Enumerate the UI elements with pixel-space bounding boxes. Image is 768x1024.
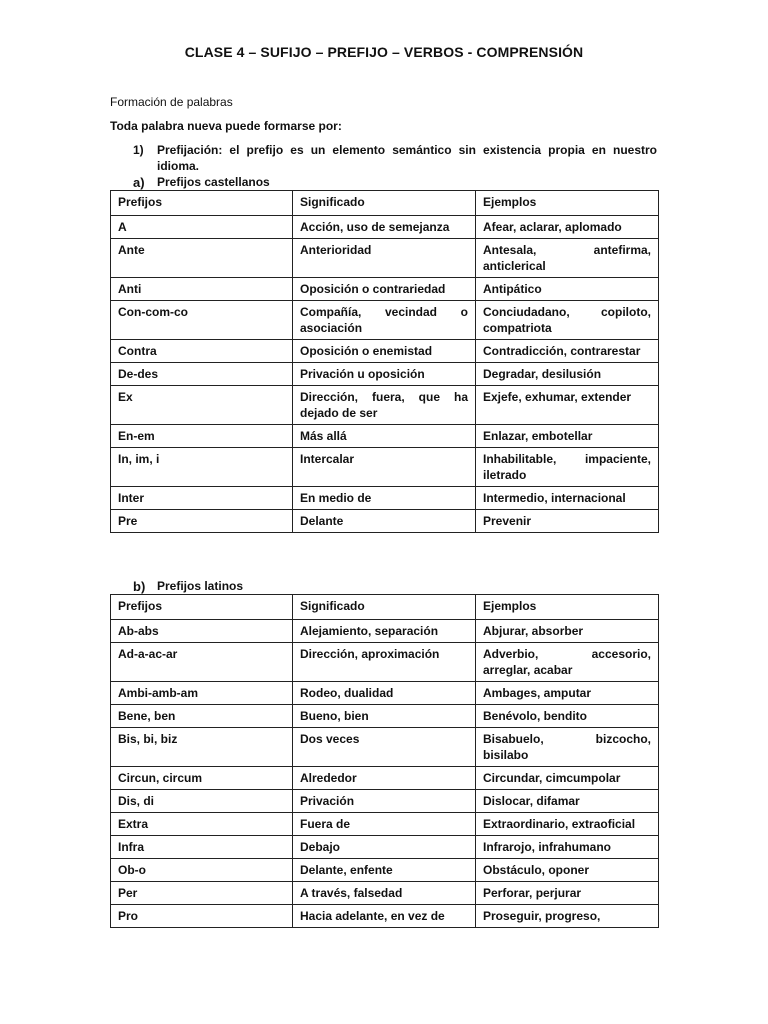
prefijo-cell: Anti xyxy=(111,278,293,301)
ejemplos-cell: Bisabuelo, bizcocho, bisilabo xyxy=(476,728,659,767)
ejemplos-cell: Antesala, antefirma, anticlerical xyxy=(476,239,659,278)
significado-cell: Más allá xyxy=(293,425,476,448)
prefijos-latinos-table xyxy=(110,594,659,928)
section-a-letter: a) xyxy=(133,175,145,190)
table-row xyxy=(111,278,659,301)
intro-line-1: Formación de palabras xyxy=(110,95,233,109)
prefijo-cell: Ab-abs xyxy=(111,620,293,643)
table-row xyxy=(111,682,659,705)
table-row xyxy=(111,836,659,859)
prefijo-cell: Per xyxy=(111,882,293,905)
table-row xyxy=(111,340,659,363)
prefijo-cell: Bis, bi, biz xyxy=(111,728,293,767)
prefijo-cell: A xyxy=(111,216,293,239)
significado-cell: Oposición o contrariedad xyxy=(293,278,476,301)
significado-cell: Delante xyxy=(293,510,476,533)
prefijos-castellanos-table xyxy=(110,190,659,533)
significado-cell: Delante, enfente xyxy=(293,859,476,882)
ejemplos-cell: Enlazar, embotellar xyxy=(476,425,659,448)
ejemplos-cell: Benévolo, bendito xyxy=(476,705,659,728)
table-row xyxy=(111,705,659,728)
significado-cell: Dos veces xyxy=(293,728,476,767)
ejemplos-cell: Proseguir, progreso, xyxy=(476,905,659,928)
ejemplos-cell: Dislocar, difamar xyxy=(476,790,659,813)
table-row xyxy=(111,216,659,239)
significado-cell: Alrededor xyxy=(293,767,476,790)
ejemplos-cell: Degradar, desilusión xyxy=(476,363,659,386)
prefijo-cell: Ambi-amb-am xyxy=(111,682,293,705)
prefijo-cell: Contra xyxy=(111,340,293,363)
header-ejemplos: Ejemplos xyxy=(476,191,659,216)
ejemplos-cell: Perforar, perjurar xyxy=(476,882,659,905)
ejemplos-cell: Extraordinario, extraoficial xyxy=(476,813,659,836)
table-row xyxy=(111,728,659,767)
significado-cell: Bueno, bien xyxy=(293,705,476,728)
table-row xyxy=(111,767,659,790)
significado-cell: Hacia adelante, en vez de xyxy=(293,905,476,928)
table-row xyxy=(111,620,659,643)
significado-cell: Acción, uso de semejanza xyxy=(293,216,476,239)
ejemplos-cell: Conciudadano, copiloto, compatriota xyxy=(476,301,659,340)
ejemplos-cell: Intermedio, internacional xyxy=(476,487,659,510)
significado-cell: Privación u oposición xyxy=(293,363,476,386)
significado-cell: A través, falsedad xyxy=(293,882,476,905)
table-row xyxy=(111,905,659,928)
ejemplos-cell: Contradicción, contrarestar xyxy=(476,340,659,363)
table-row xyxy=(111,813,659,836)
ejemplos-cell: Circundar, cimcumpolar xyxy=(476,767,659,790)
prefijo-cell: In, im, i xyxy=(111,448,293,487)
table-row xyxy=(111,239,659,278)
header-ejemplos: Ejemplos xyxy=(476,595,659,620)
prefijo-cell: Con-com-co xyxy=(111,301,293,340)
table-row xyxy=(111,363,659,386)
prefijo-cell: Inter xyxy=(111,487,293,510)
significado-cell: Oposición o enemistad xyxy=(293,340,476,363)
table-row xyxy=(111,301,659,340)
table-row xyxy=(111,510,659,533)
ejemplos-cell: Obstáculo, oponer xyxy=(476,859,659,882)
ejemplos-cell: Inhabilitable, impaciente, iletrado xyxy=(476,448,659,487)
table-row xyxy=(111,859,659,882)
significado-cell: Fuera de xyxy=(293,813,476,836)
significado-cell: Privación xyxy=(293,790,476,813)
table-row xyxy=(111,487,659,510)
ejemplos-cell: Prevenir xyxy=(476,510,659,533)
significado-cell: Debajo xyxy=(293,836,476,859)
item-1-number: 1) xyxy=(133,143,144,157)
prefijo-cell: Ob-o xyxy=(111,859,293,882)
prefijo-cell: Pro xyxy=(111,905,293,928)
significado-cell: En medio de xyxy=(293,487,476,510)
table-row xyxy=(111,790,659,813)
significado-cell: Intercalar xyxy=(293,448,476,487)
significado-cell: Dirección, aproximación xyxy=(293,643,476,682)
prefijo-cell: Circun, circum xyxy=(111,767,293,790)
table-row xyxy=(111,386,659,425)
header-prefijos: Prefijos xyxy=(111,595,293,620)
significado-cell: Alejamiento, separación xyxy=(293,620,476,643)
significado-cell: Dirección, fuera, que ha dejado de ser xyxy=(293,386,476,425)
intro-line-2: Toda palabra nueva puede formarse por: xyxy=(110,119,342,133)
significado-cell: Anterioridad xyxy=(293,239,476,278)
page-title: CLASE 4 – SUFIJO – PREFIJO – VERBOS - COMPRENSIÓN xyxy=(184,44,584,60)
header-significado: Significado xyxy=(293,191,476,216)
ejemplos-cell: Antipático xyxy=(476,278,659,301)
prefijo-cell: Ad-a-ac-ar xyxy=(111,643,293,682)
table-header-row xyxy=(111,595,659,620)
prefijo-cell: Bene, ben xyxy=(111,705,293,728)
ejemplos-cell: Abjurar, absorber xyxy=(476,620,659,643)
header-significado: Significado xyxy=(293,595,476,620)
prefijo-cell: En-em xyxy=(111,425,293,448)
significado-cell: Rodeo, dualidad xyxy=(293,682,476,705)
prefijo-cell: De-des xyxy=(111,363,293,386)
table-header-row xyxy=(111,191,659,216)
table-row xyxy=(111,882,659,905)
prefijo-cell: Infra xyxy=(111,836,293,859)
table-row xyxy=(111,448,659,487)
prefijo-cell: Pre xyxy=(111,510,293,533)
header-prefijos: Prefijos xyxy=(111,191,293,216)
prefijo-cell: Dis, di xyxy=(111,790,293,813)
prefijo-cell: Extra xyxy=(111,813,293,836)
ejemplos-cell: Afear, aclarar, aplomado xyxy=(476,216,659,239)
prefijo-cell: Ex xyxy=(111,386,293,425)
section-b-heading: Prefijos latinos xyxy=(157,579,244,593)
prefijo-cell: Ante xyxy=(111,239,293,278)
ejemplos-cell: Infrarojo, infrahumano xyxy=(476,836,659,859)
ejemplos-cell: Ambages, amputar xyxy=(476,682,659,705)
table-row xyxy=(111,643,659,682)
ejemplos-cell: Exjefe, exhumar, extender xyxy=(476,386,659,425)
section-a-heading: Prefijos castellanos xyxy=(157,175,270,189)
item-1-text: Prefijación: el prefijo es un elemento semántico sin existencia propia en nuestro idioma. xyxy=(157,143,657,173)
ejemplos-cell: Adverbio, accesorio, arreglar, acabar xyxy=(476,643,659,682)
section-b-letter: b) xyxy=(133,579,146,594)
table-row xyxy=(111,425,659,448)
significado-cell: Compañía, vecindad o asociación xyxy=(293,301,476,340)
